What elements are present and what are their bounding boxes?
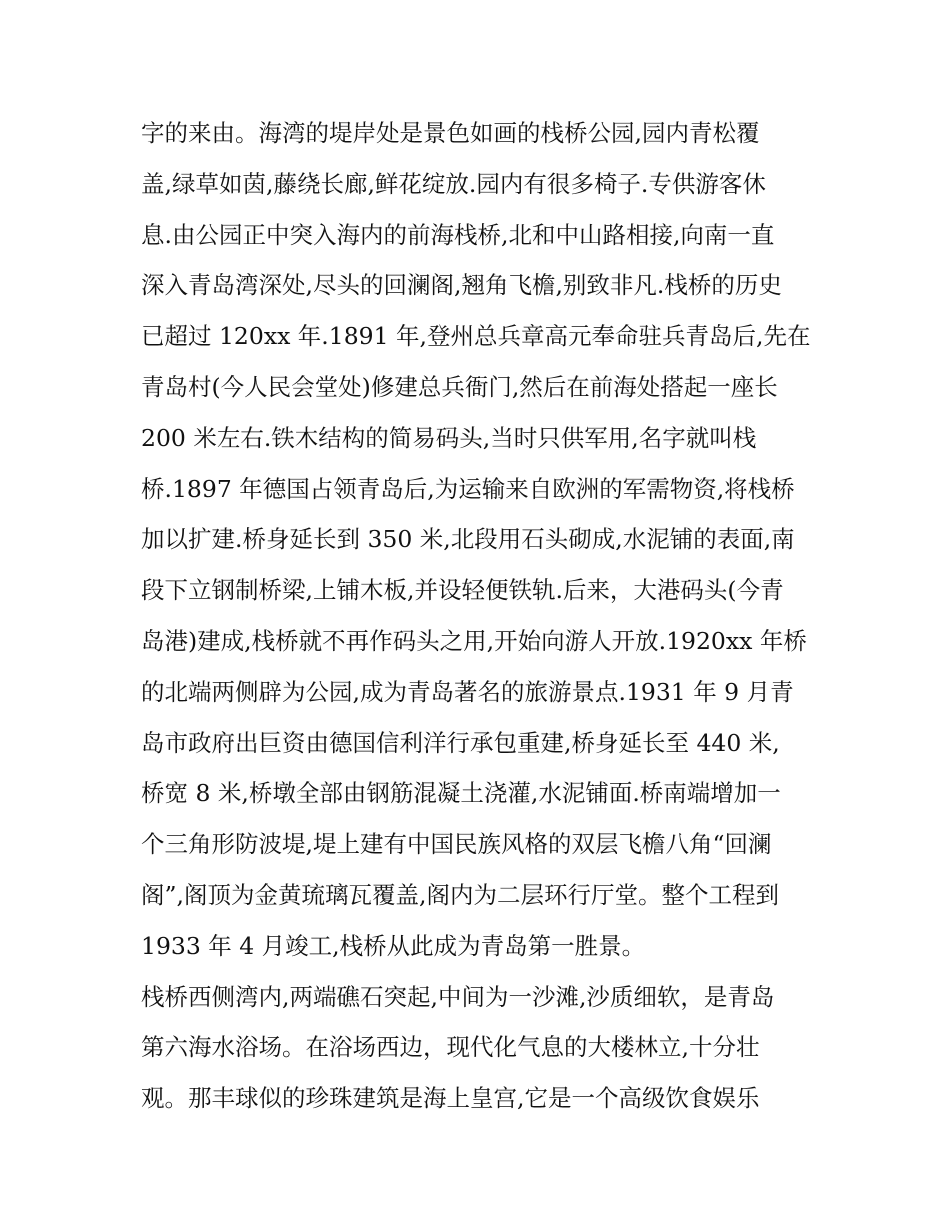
text-line-17: 1933 年 4 月竣工,栈桥从此成为青岛第一胜景。 (141, 931, 646, 960)
text-line-15: 个三角形防波堤,堤上建有中国民族风格的双层飞檐八角“回澜 (141, 830, 772, 859)
text-line-11: 岛港)建成,栈桥就不再作码头之用,开始向游人开放.1920xx 年桥 (141, 626, 807, 655)
text-line-7: 200 米左右.铁木结构的简易码头,当时只供军用,名字就叫栈 (141, 423, 757, 452)
text-line-14: 桥宽 8 米,桥墩全部由钢筋混凝土浇灌,水泥铺面.桥南端增加一 (141, 779, 781, 808)
text-line-8: 桥.1897 年德国占领青岛后,为运输来自欧洲的军需物资,将栈桥 (141, 474, 795, 503)
text-line-5: 已超过 120xx 年.1891 年,登州总兵章高元奉命驻兵青岛后,先在 (141, 322, 811, 351)
text-line-4: 深入青岛湾深处,尽头的回澜阁,翘角飞檐,别致非凡.栈桥的历史 (141, 271, 782, 300)
body-text (141, 108, 821, 1124)
text-line-3: 息.由公园正中突入海内的前海栈桥,北和中山路相接,向南一直 (141, 220, 775, 249)
text-line-10: 段下立钢制桥梁,上铺木板,并设轻便铁轨.后来，大港码头(今青 (141, 576, 784, 605)
text-line-20: 观。那丰球似的珍珠建筑是海上皇宫,它是一个高级饮食娱乐 (141, 1084, 760, 1113)
text-line-19: 第六海水浴场。在浴场西边，现代化气息的大楼林立,十分壮 (141, 1033, 760, 1062)
text-line-12: 的北端两侧辟为公园,成为青岛著名的旅游景点.1931 年 9 月青 (141, 677, 794, 706)
text-line-6: 青岛村(今人民会堂处)修建总兵衙门,然后在前海处搭起一座长 (141, 372, 778, 401)
text-line-1: 字的来由。海湾的堤岸处是景色如画的栈桥公园,园内青松覆 (141, 119, 760, 147)
text-line-9: 加以扩建.桥身延长到 350 米,北段用石头砌成,水泥铺的表面,南 (141, 525, 795, 554)
text-line-13: 岛市政府出巨资由德国信利洋行承包重建,桥身延长至 440 米, (141, 728, 780, 757)
text-line-2: 盖,绿草如茵,藤绕长廊,鲜花绽放.园内有很多椅子.专供游客休 (141, 169, 766, 198)
text-line-16: 阁”,阁顶为金黄琉璃瓦覆盖,阁内为二层环行厅堂。整个工程到 (141, 880, 779, 909)
text-line-18: 栈桥西侧湾内,两端礁石突起,中间为一沙滩,沙质细软，是青岛 (141, 982, 775, 1011)
